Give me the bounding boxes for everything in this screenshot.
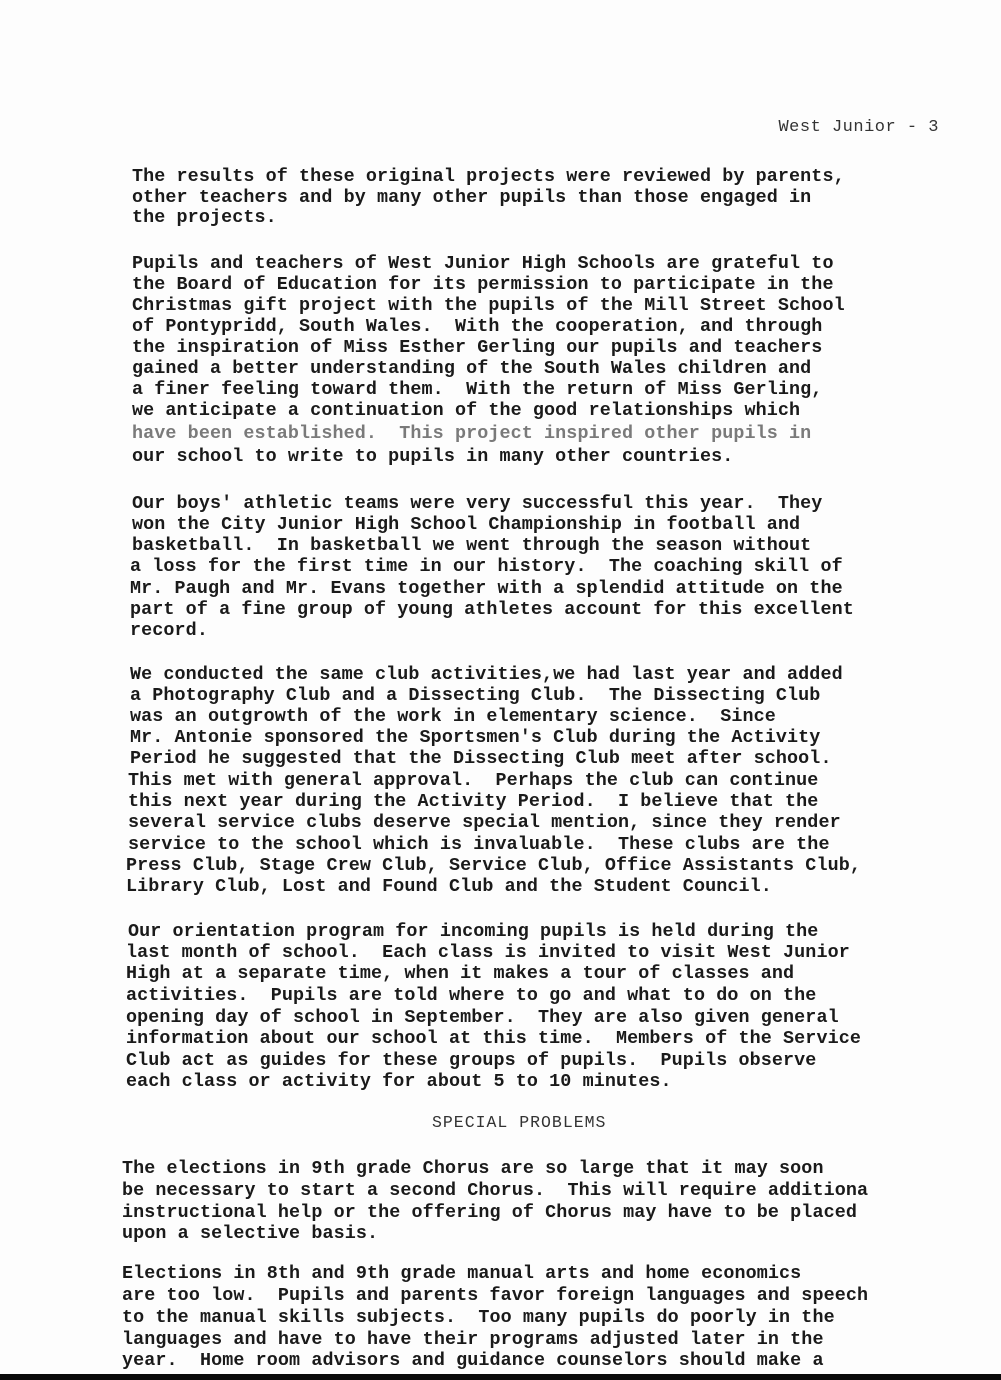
paragraph-line: instructional help or the offering of Chorus may have to be placed — [122, 1202, 857, 1223]
paragraph-line: we anticipate a continuation of the good relationships which — [132, 400, 801, 421]
paragraph-line: information about our school at this time. Members of the Service — [126, 1028, 861, 1049]
paragraph-line: to the manual skills subjects. Too many pupils do poorly in the — [122, 1307, 835, 1328]
paragraph-line: be necessary to start a second Chorus. This will require additiona — [122, 1180, 869, 1201]
paragraph-line: was an outgrowth of the work in elementary science. Since — [130, 706, 776, 727]
paragraph-line: the Board of Education for its permission to participate in the — [132, 274, 834, 295]
paragraph-line: This met with general approval. Perhaps the club can continue — [128, 770, 819, 791]
paragraph-line: Our orientation program for incoming pupils is held during the — [128, 921, 819, 942]
paragraph-line: a finer feeling toward them. With the return of Miss Gerling, — [132, 379, 823, 400]
paragraph-line: opening day of school in September. They are also given general — [126, 1007, 839, 1028]
paragraph-line: High at a separate time, when it makes a tour of classes and — [126, 963, 795, 984]
paragraph-line: Library Club, Lost and Found Club and the Student Council. — [126, 876, 772, 897]
paragraph-line: Our boys' athletic teams were very successful this year. They — [132, 493, 823, 514]
page-header: West Junior - 3 — [778, 118, 939, 137]
paragraph-line: a Photography Club and a Dissecting Club. The Dissecting Club — [130, 685, 821, 706]
paragraph-line: Press Club, Stage Crew Club, Service Club, Office Assistants Club, — [126, 855, 861, 876]
paragraph-line: our school to write to pupils in many other countries. — [132, 446, 734, 467]
paragraph-line: Mr. Paugh and Mr. Evans together with a splendid attitude on the — [130, 578, 843, 599]
paragraph-line: other teachers and by many other pupils than those engaged in — [132, 187, 812, 208]
section-heading: SPECIAL PROBLEMS — [432, 1113, 607, 1132]
paragraph-line: upon a selective basis. — [122, 1223, 379, 1244]
paragraph-line: a loss for the first time in our history. The coaching skill of — [130, 556, 843, 577]
paragraph-line: the inspiration of Miss Esther Gerling our pupils and teachers — [132, 337, 823, 358]
paragraph-line: are too low. Pupils and parents favor foreign languages and speech — [122, 1285, 869, 1306]
paragraph-line: languages and have to have their programs adjusted later in the — [122, 1329, 824, 1350]
paragraph-line-faded: have been established. This project inspired other pupils in — [132, 423, 812, 444]
paragraph-line: the projects. — [132, 207, 277, 228]
paragraph-line: basketball. In basketball we went through the season without — [132, 535, 812, 556]
paragraph-line: last month of school. Each class is invited to visit West Junior — [126, 942, 850, 963]
paragraph-line: gained a better understanding of the South Wales children and — [132, 358, 812, 379]
paragraph-line: activities. Pupils are told where to go and what to do on the — [126, 985, 817, 1006]
paragraph-line: Elections in 8th and 9th grade manual arts and home economics — [122, 1263, 802, 1284]
paragraph-line: The results of these original projects were reviewed by parents, — [132, 166, 845, 187]
paragraph-line: each class or activity for about 5 to 10 minutes. — [126, 1071, 672, 1092]
paragraph-line: Pupils and teachers of West Junior High Schools are grateful to — [132, 253, 834, 274]
paragraph-line: this next year during the Activity Period. I believe that the — [128, 791, 819, 812]
paragraph-line: service to the school which is invaluable. These clubs are the — [128, 834, 830, 855]
paragraph-line: Mr. Antonie sponsored the Sportsmen's Club during the Activity — [130, 727, 821, 748]
paragraph-line: year. Home room advisors and guidance counselors should make a — [122, 1350, 824, 1371]
scan-edge-bar — [0, 1374, 1001, 1380]
paragraph-line: Club act as guides for these groups of pupils. Pupils observe — [126, 1050, 817, 1071]
paragraph-line: The elections in 9th grade Chorus are so large that it may soon — [122, 1158, 824, 1179]
paragraph-line: Period he suggested that the Dissecting Club meet after school. — [130, 748, 832, 769]
paragraph-line: Christmas gift project with the pupils of the Mill Street School — [132, 295, 845, 316]
paragraph-line: several service clubs deserve special mention, since they render — [128, 812, 841, 833]
paragraph-line: won the City Junior High School Championship in football and — [132, 514, 801, 535]
paragraph-line: We conducted the same club activities,we had last year and added — [130, 664, 843, 685]
paragraph-line: record. — [130, 620, 208, 641]
paragraph-line: part of a fine group of young athletes account for this excellent — [130, 599, 854, 620]
paragraph-line: of Pontypridd, South Wales. With the cooperation, and through — [132, 316, 823, 337]
